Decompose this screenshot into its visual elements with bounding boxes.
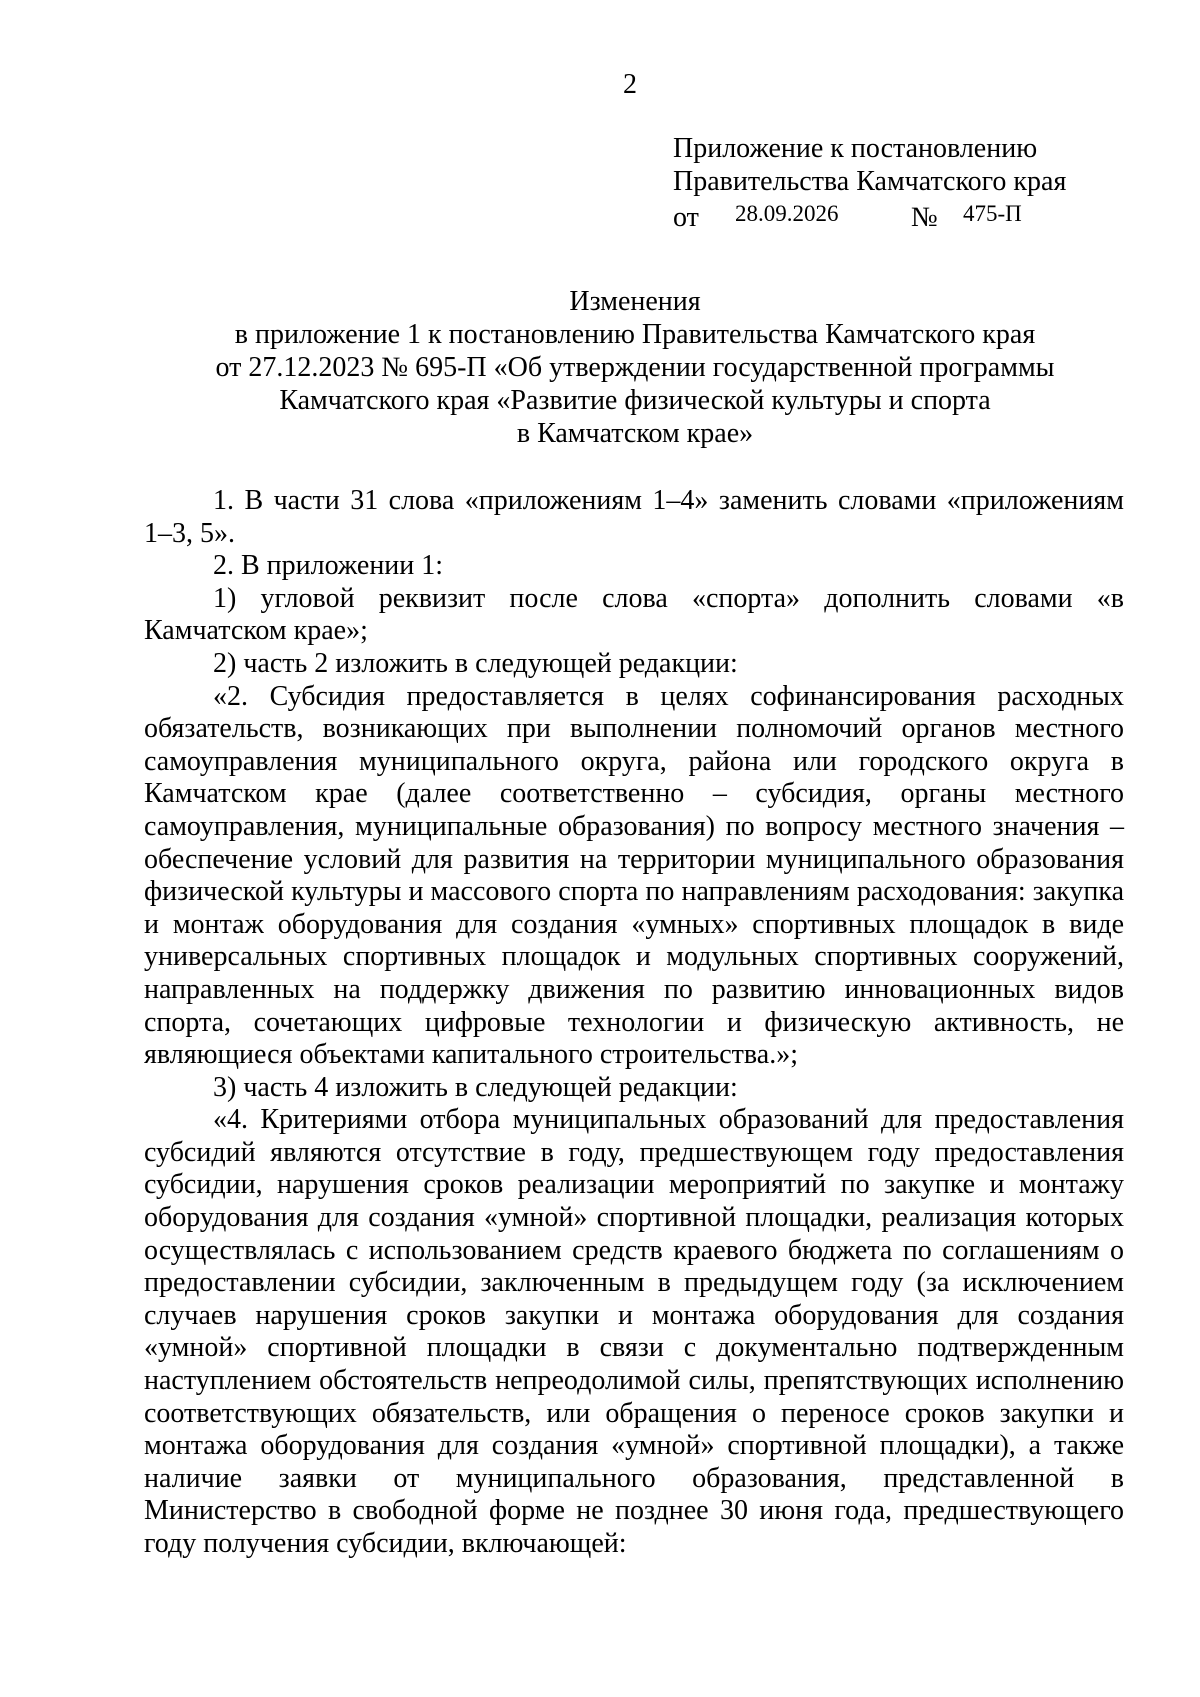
appendix-number-sign: № <box>911 202 938 233</box>
appendix-reference <box>673 132 1143 234</box>
paragraph-1: 1. В части 31 слова «приложениям 1–4» заменить словами «приложениям 1–3, 5». <box>144 485 1124 549</box>
paragraph-2: 2. В приложении 1: <box>213 550 444 582</box>
paragraph-3: 1) угловой реквизит после слова «спорта» дополнить словами «в Камчатском крае»; <box>144 582 1124 647</box>
document-body <box>144 485 1124 1561</box>
appendix-from-label: от <box>673 202 699 233</box>
title-line-3: от 27.12.2023 № 695-П «Об утверждении государственной программы <box>215 352 1055 383</box>
title-line-1: Изменения <box>569 286 701 317</box>
document-title <box>140 285 1130 450</box>
title-line-4: Камчатского края «Развитие физической культуры и спорта <box>279 385 991 416</box>
paragraph-7: «4. Критериями отбора муниципальных образований для предоставления субсидий являются отсутствие в году, предшествующем году предоставления субсидии, нарушения сроков реализации мероприятий по закупке и монтажу оборудования для создания «умной» спортивной площадки, реализация которых осуществлялась с использованием средств краевого бюджета по соглашениям о предоставлении субсидии, заключенным в предыдущем году (за исключением случаев нарушения сроков закупки и монтажа оборудования для создания «умной» спортивной площадки в связи с документально подтвержденным наступлением обстоятельств непреодолимой силы, препятствующих исполнению соответствующих обязательств, или обращения о переносе сроков закупки и монтажа оборудования для создания «умной» спортивной площадки), а также наличие заявки от муниципального образования, представленной в Министерство в свободной форме не позднее 30 июня года, предшествующего году получения субсидии, включающей: <box>144 1104 1124 1559</box>
paragraph-4: 2) часть 2 изложить в следующей редакции: <box>213 647 738 679</box>
appendix-number: 475-П <box>963 201 1022 226</box>
appendix-line-2: Правительства Камчатского края <box>673 166 1067 197</box>
title-line-5: в Камчатском крае» <box>516 418 754 449</box>
title-line-2: в приложение 1 к постановлению Правительства Камчатского края <box>234 319 1036 350</box>
paragraph-6: 3) часть 4 изложить в следующей редакции: <box>213 1071 738 1103</box>
appendix-date: 28.09.2026 <box>735 201 839 226</box>
page-number: 2 <box>623 69 637 100</box>
paragraph-5: «2. Субсидия предоставляется в целях софинансирования расходных обязательств, возникающих при выполнении полномочий органов местного самоуправления муниципального округа, района или городского округа в Камчатском крае (далее соответственно – субсидия, органы местного самоуправления, муниципальные образования) по вопросу местного значения – обеспечение условий для развития на территории муниципального образования физической культуры и массового спорта по направлениям расходования: закупка и монтаж оборудования для создания «умных» спортивных площадок в виде универсальных спортивных площадок и модульных спортивных сооружений, направленных на поддержку движения по развитию инновационных видов спорта, сочетающих цифровые технологии и физическую активность, не являющиеся объектами капитального строительства.»; <box>144 680 1124 1071</box>
appendix-date-line <box>673 198 1143 234</box>
appendix-line-1: Приложение к постановлению <box>673 133 1038 164</box>
